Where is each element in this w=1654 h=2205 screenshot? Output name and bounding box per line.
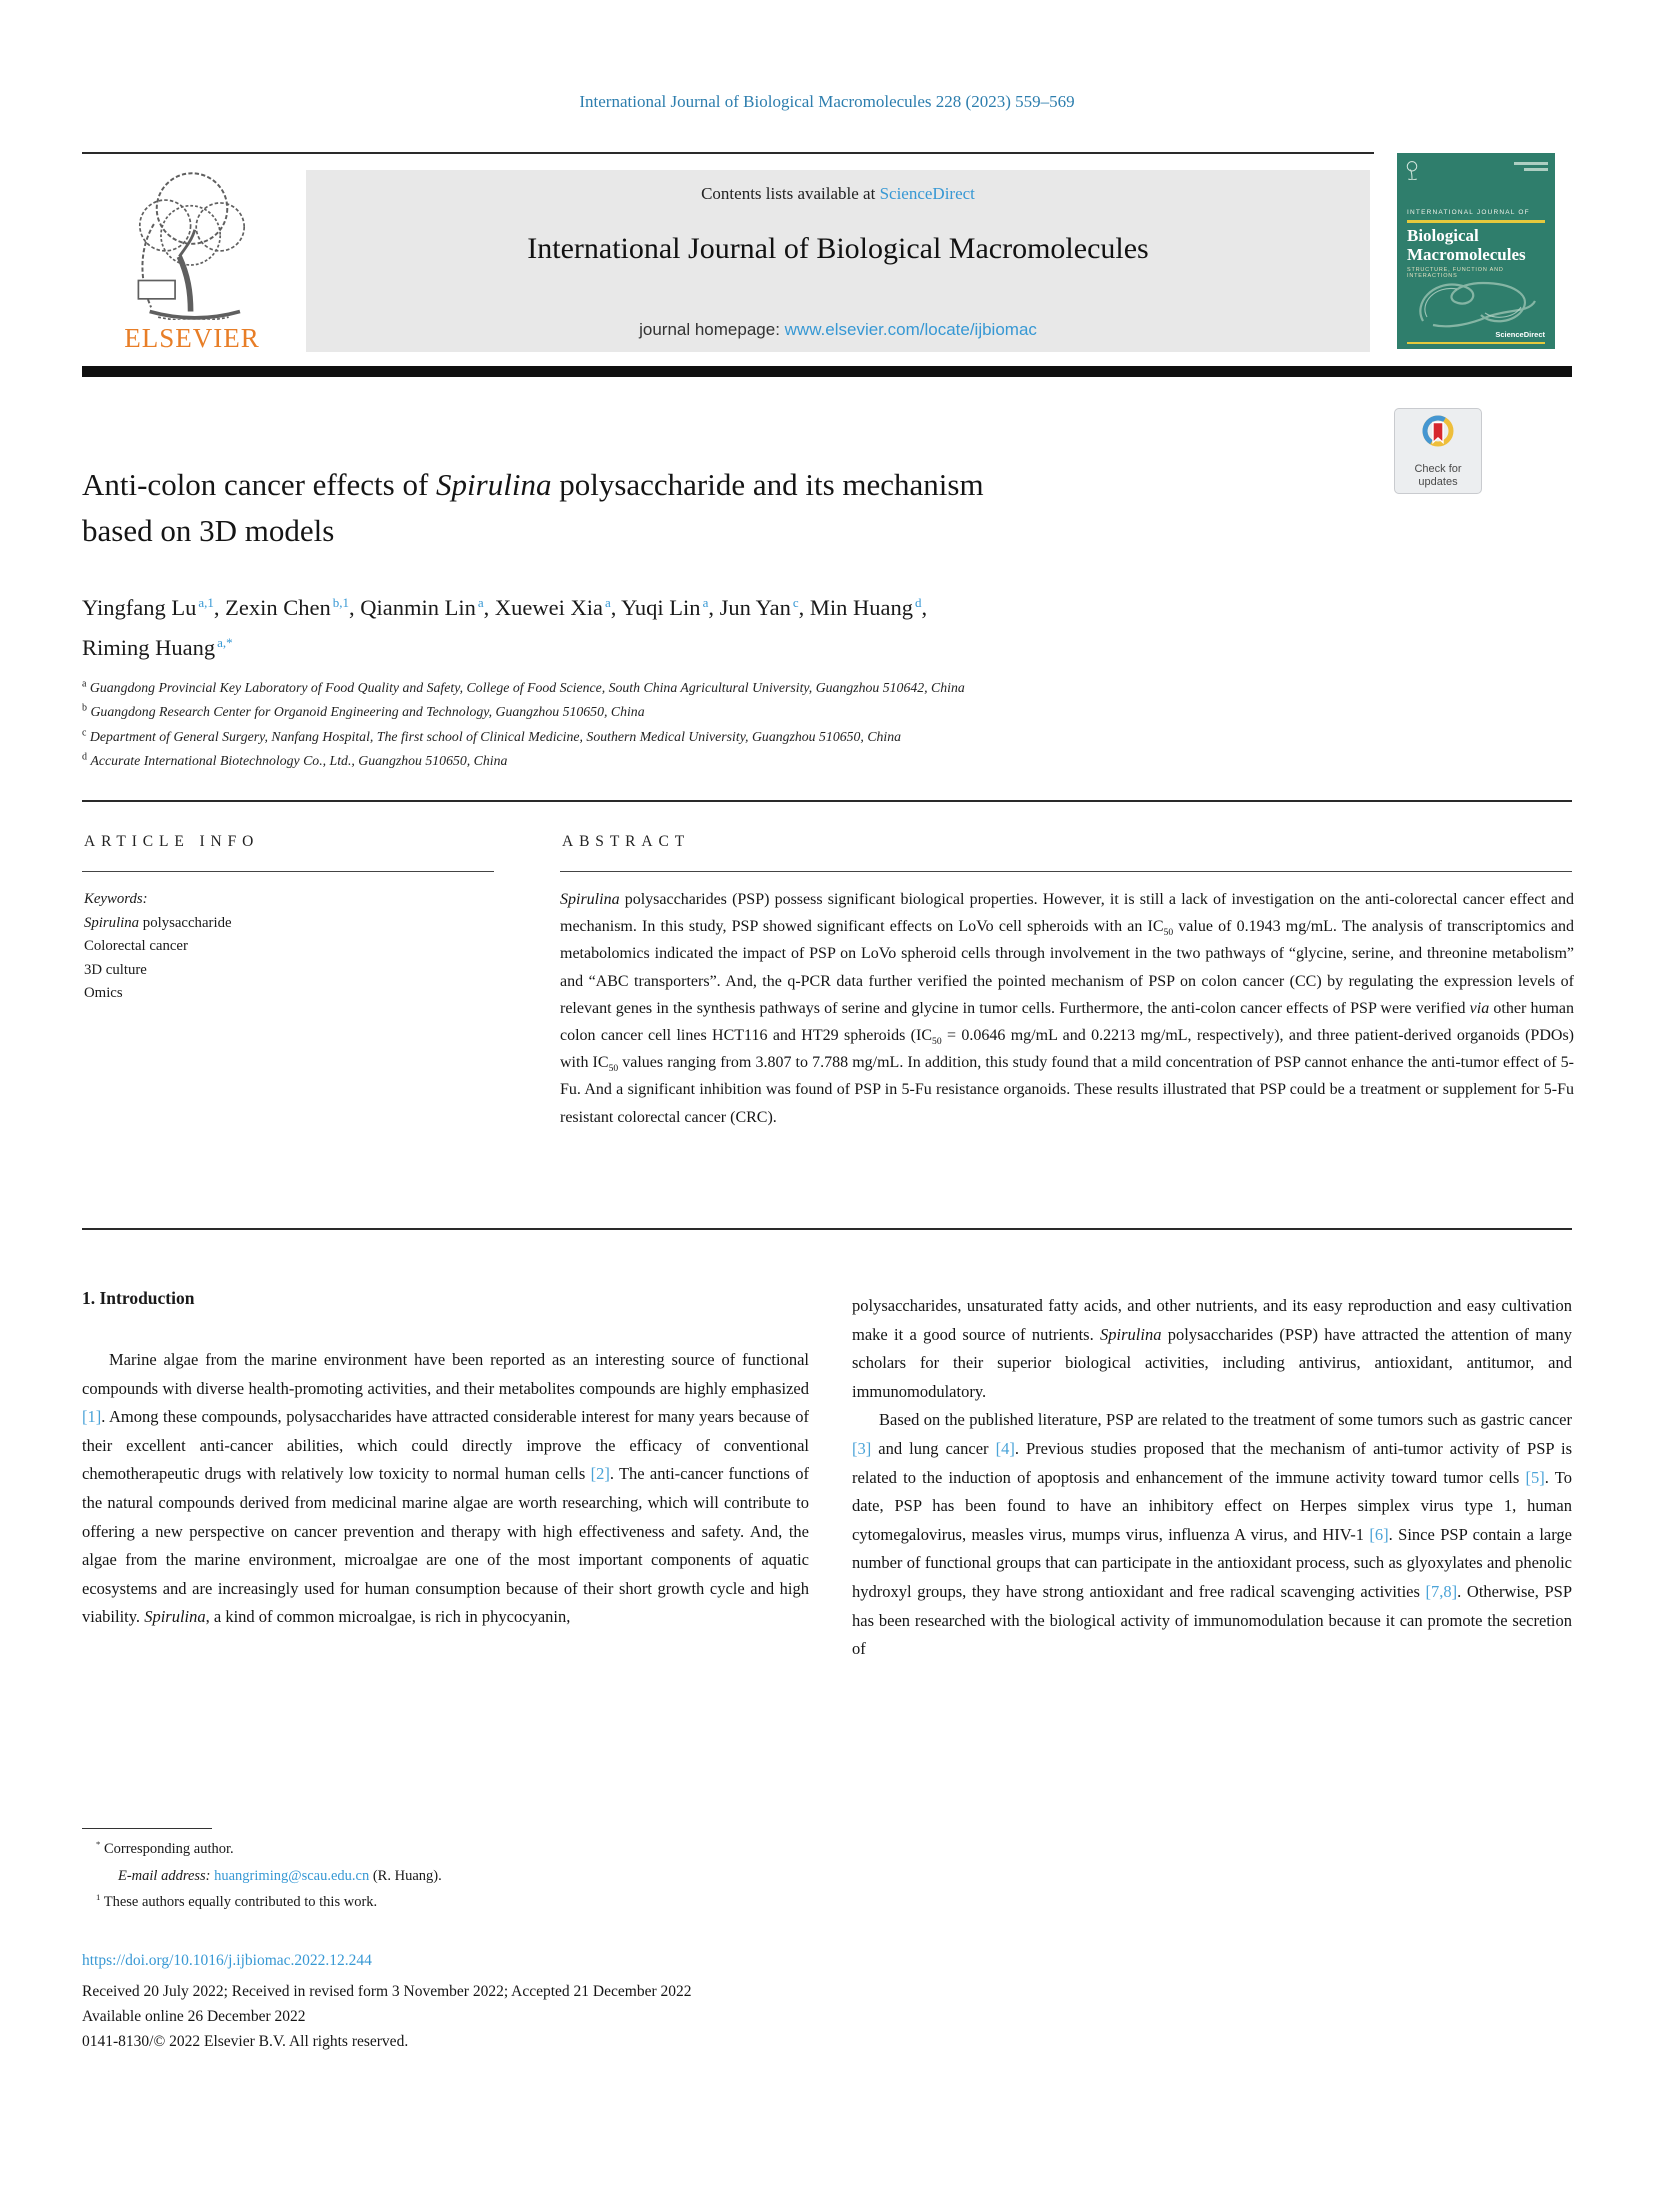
citation-ref[interactable]: [6] xyxy=(1369,1524,1389,1544)
citation-ref[interactable]: [5] xyxy=(1525,1467,1545,1487)
text-segment: Spirulina xyxy=(84,914,140,931)
affiliation-marker: d xyxy=(82,751,87,763)
text-segment: Yingfang Lu xyxy=(82,595,197,620)
journal-title: International Journal of Biological Macromolecules xyxy=(527,232,1149,265)
text-segment: via xyxy=(1469,999,1490,1017)
text-segment: Marine algae from the marine environment have been reported as an interesting source of functional compounds with diverse health-promoting activities, and their metabolites compounds are highly emphasized xyxy=(82,1350,809,1398)
text-segment: 3D culture xyxy=(84,961,147,978)
footnote-marker: * xyxy=(96,1839,101,1850)
footnote-text: Corresponding author. xyxy=(103,1841,234,1857)
text-segment: . Since PSP contain a large number of functional groups that can participate in the antioxidant process, such as glyoxylates and phenolic hydroxyl groups, they have strong antioxidant and free radical scavenging activities xyxy=(852,1524,1572,1601)
text-segment: , Yuqi Lin xyxy=(610,595,701,620)
affiliation-item xyxy=(82,725,1482,749)
text-segment: polysaccharide xyxy=(139,914,232,931)
text-segment: Anti-colon cancer effects of xyxy=(82,467,437,502)
text-segment: a,* xyxy=(217,634,233,650)
text-segment: and lung cancer xyxy=(871,1438,996,1458)
journal-cover-thumbnail[interactable] xyxy=(1397,153,1555,349)
journal-masthead xyxy=(306,170,1370,352)
text-segment: 50 xyxy=(932,1036,942,1048)
text-segment: Spirulina xyxy=(436,467,552,502)
citation-ref[interactable]: [7,8] xyxy=(1425,1581,1458,1601)
equal-contribution-note xyxy=(96,1894,377,1911)
affiliation-text: Department of General Surgery, Nanfang Hospital, The first school of Clinical Medicine, Southern Medical University, Guangzhou 510650, China xyxy=(89,728,902,744)
text-segment: . To date, PSP has been found to have an inhibitory effect on Herpes simplex virus type 1, human cytomegalovirus, measles virus, mumps virus, influenza A virus, and HIV-1 xyxy=(852,1467,1572,1544)
elsevier-logo[interactable] xyxy=(84,162,300,354)
affiliation-text: Accurate International Biotechnology Co., Ltd., Guangzhou 510650, China xyxy=(90,752,508,768)
received-dates: Received 20 July 2022; Received in revised form 3 November 2022; Accepted 21 December 2022 xyxy=(82,1983,692,2000)
text-segment: polysaccharide and its mechanism xyxy=(551,467,984,502)
text-segment: , Jun Yan xyxy=(708,595,791,620)
keyword xyxy=(84,982,484,1006)
text-segment: a,1 xyxy=(198,594,214,610)
contents-prefix: Contents lists available at xyxy=(701,184,880,203)
text-segment: polysaccharides (PSP) possess significant biological properties. However, it is still a lack of investigation on the anti-colorectal cancer effect and mechanism. In this study, PSP showed significant effects on LoVo cell spheroids with an IC xyxy=(560,891,1574,936)
divider xyxy=(82,871,494,872)
text-segment: 50 xyxy=(608,1063,619,1075)
text-segment: Based on the published literature, PSP are related to the treatment of some tumors such as gastric cancer xyxy=(879,1410,1572,1430)
cover-subtitle: STRUCTURE, FUNCTION AND INTERACTIONS xyxy=(1407,267,1504,279)
text-segment: = 0.0646 mg/mL and 0.2213 mg/mL, respectively), and three patient-derived organoids (PDOs) with IC xyxy=(560,1027,1574,1072)
text-segment: Omics xyxy=(84,985,123,1002)
section-heading-introduction: 1. Introduction xyxy=(82,1288,195,1308)
text-segment: . Among these compounds, polysaccharides have attracted considerable interest for many years because of their excellent anti-cancer abilities, which could directly improve the efficacy of conventional chemotherapeutic drugs with relatively low toxicity to normal human cells xyxy=(82,1407,809,1484)
divider xyxy=(82,152,1374,154)
elsevier-tree-icon xyxy=(107,162,277,320)
text-segment: Riming Huang xyxy=(82,635,216,660)
text-segment: a xyxy=(702,594,709,610)
text-segment: , xyxy=(921,595,928,620)
cover-kicker: INTERNATIONAL JOURNAL OF xyxy=(1407,209,1530,216)
citation-ref[interactable]: [2] xyxy=(590,1464,610,1484)
text-segment: , Qianmin Lin xyxy=(349,595,476,620)
journal-citation: International Journal of Biological Macromolecules 228 (2023) 559–569 xyxy=(579,92,1075,111)
article-title xyxy=(82,462,1442,554)
homepage-prefix: journal homepage: xyxy=(639,320,785,339)
email-label: E-mail address: xyxy=(118,1868,211,1884)
text-segment: Spirulina xyxy=(144,1607,206,1627)
text-segment: 50 xyxy=(1163,927,1174,939)
contents-line xyxy=(306,184,1370,204)
keywords-label: Keywords: xyxy=(84,891,148,907)
keyword xyxy=(84,959,484,983)
citation-ref[interactable]: [1] xyxy=(82,1407,102,1427)
text-segment: other human colon cancer cell lines HCT116 and HT29 spheroids (IC xyxy=(560,999,1575,1045)
text-segment: values ranging from 3.807 to 7.788 mg/mL. In addition, this study found that a mild concentration of PSP cannot enhance the anti-tumor effect of 5-Fu. And a significant inhibition was found of PSP in 5-Fu resistance organoids. These results illustrated that PSP could be a treatment or supplement for 5-Fu resistant colorectal cancer (CRC). xyxy=(560,1054,1574,1126)
text-segment: , Min Huang xyxy=(798,595,914,620)
affiliation-item xyxy=(82,749,1482,773)
cover-journal-title: Biological Macromolecules xyxy=(1407,226,1526,264)
copyright-line: 0141-8130/© 2022 Elsevier B.V. All rights reserved. xyxy=(82,2033,409,2050)
text-segment: value of 0.1943 mg/mL. The analysis of transcriptomics and metabolomics indicated the impact of PSP on LoVo spheroid cells through involvement in the two pathways of “glycine, serine, and threonine metabolism” and “ABC transporters”. And, the q-PCR data further verified the pointed mechanism of PSP on colon cancer (CC) by regulating the expression levels of relevant genes in the synthesis pathways of serine and glycine in tumor cells. Furthermore, the anti-colon cancer effects of PSP were verified xyxy=(560,918,1575,1017)
keywords-block xyxy=(84,888,484,1006)
intro-left-column xyxy=(82,1346,809,1632)
email-link[interactable]: huangriming@scau.edu.cn xyxy=(214,1868,370,1884)
divider xyxy=(82,800,1572,802)
text-segment: . Otherwise, PSP has been researched with the biological activity of immunomodulation because it can promote the secretion of xyxy=(852,1581,1572,1659)
check-updates-icon xyxy=(1414,411,1462,457)
corresponding-author-note xyxy=(96,1841,234,1858)
divider xyxy=(560,871,1572,872)
text-segment: d xyxy=(915,594,922,610)
author-list xyxy=(82,588,1452,668)
text-segment: . Previous studies proposed that the mechanism of anti-tumor activity of PSP is related to the induction of apoptosis and enhancement of the immune activity toward tumor cells xyxy=(852,1438,1572,1487)
intro-paragraph xyxy=(82,1346,809,1632)
text-segment: Colorectal cancer xyxy=(84,938,188,955)
text-segment: a xyxy=(477,594,484,610)
footnote-marker: 1 xyxy=(96,1892,101,1903)
footnote-divider xyxy=(82,1828,212,1829)
article-info-heading: ARTICLE INFO xyxy=(84,833,260,850)
affiliation-item xyxy=(82,700,1482,724)
affiliation-marker: b xyxy=(82,702,87,714)
journal-homepage-link[interactable]: www.elsevier.com/locate/ijbiomac xyxy=(784,320,1037,339)
text-segment: Spirulina xyxy=(560,891,620,908)
journal-homepage-line xyxy=(306,320,1370,340)
citation-ref[interactable]: [3] xyxy=(852,1438,872,1458)
text-segment: , Xuewei Xia xyxy=(483,595,603,620)
text-segment: , Zexin Chen xyxy=(213,595,331,620)
text-segment: b,1 xyxy=(332,594,349,610)
footnote-text: These authors equally contributed to this work. xyxy=(103,1894,378,1910)
abstract-heading: ABSTRACT xyxy=(562,833,691,850)
cover-accent-bar xyxy=(1407,220,1545,223)
text-segment: Spirulina xyxy=(1100,1324,1162,1344)
abstract-body xyxy=(560,886,1574,1131)
cover-elsevier-mini-tree-icon xyxy=(1404,160,1420,180)
sciencedirect-link[interactable]: ScienceDirect xyxy=(879,184,975,203)
affiliation-marker: a xyxy=(82,678,87,690)
intro-paragraph xyxy=(852,1292,1572,1406)
affiliation-text: Guangdong Research Center for Organoid Engineering and Technology, Guangzhou 510650, China xyxy=(90,704,645,720)
check-updates-label: Check for updates xyxy=(1414,463,1462,488)
text-segment: , a kind of common microalgae, is rich in phycocyanin, xyxy=(205,1607,571,1627)
text-segment: . The anti-cancer functions of the natural compounds derived from medicinal marine algae are worth researching, which will contribute to offering a new perspective on cancer prevention and therapy with high effectiveness and safety. And, the algae from the marine environment, microalgae are one of the most important components of aquatic ecosystems and are increasingly used for human consumption because of their short growth cycle and high viability. xyxy=(82,1464,809,1627)
cover-issn-microtext xyxy=(1514,162,1548,174)
header-black-bar xyxy=(82,366,1572,377)
elsevier-wordmark: ELSEVIER xyxy=(124,323,260,353)
email-suffix: (R. Huang). xyxy=(369,1868,442,1884)
intro-paragraph xyxy=(852,1406,1572,1663)
divider xyxy=(82,1228,1572,1230)
affiliation-marker: c xyxy=(82,727,87,738)
email-note xyxy=(118,1868,442,1885)
intro-right-column xyxy=(852,1292,1572,1664)
cover-accent-bar-bottom xyxy=(1407,342,1545,345)
affiliation-item xyxy=(82,676,1482,700)
keyword xyxy=(84,912,484,936)
text-segment: c xyxy=(792,594,799,610)
doi-link[interactable]: https://doi.org/10.1016/j.ijbiomac.2022.12.244 xyxy=(82,1952,372,1969)
text-segment: polysaccharides (PSP) have attracted the attention of many scholars for their superior biological activities, including antivirus, antioxidant, antitumor, and immunomodulatory. xyxy=(852,1324,1572,1401)
cover-sciencedirect-label: ScienceDirect xyxy=(1495,330,1545,339)
available-online-date: Available online 26 December 2022 xyxy=(82,2008,306,2025)
text-segment: based on 3D models xyxy=(82,513,335,548)
cover-protein-ribbon-art xyxy=(1403,273,1549,331)
text-segment: a xyxy=(604,594,611,610)
text-segment: polysaccharides, unsaturated fatty acids, and other nutrients, and its easy reproduction and easy cultivation make it a good source of nutrients. xyxy=(852,1296,1572,1344)
affiliations xyxy=(82,676,1482,773)
affiliation-text: Guangdong Provincial Key Laboratory of Food Quality and Safety, College of Food Science, South China Agricultural University, Guangzhou 510642, China xyxy=(89,680,965,695)
keyword xyxy=(84,935,484,959)
citation-ref[interactable]: [4] xyxy=(995,1438,1015,1458)
